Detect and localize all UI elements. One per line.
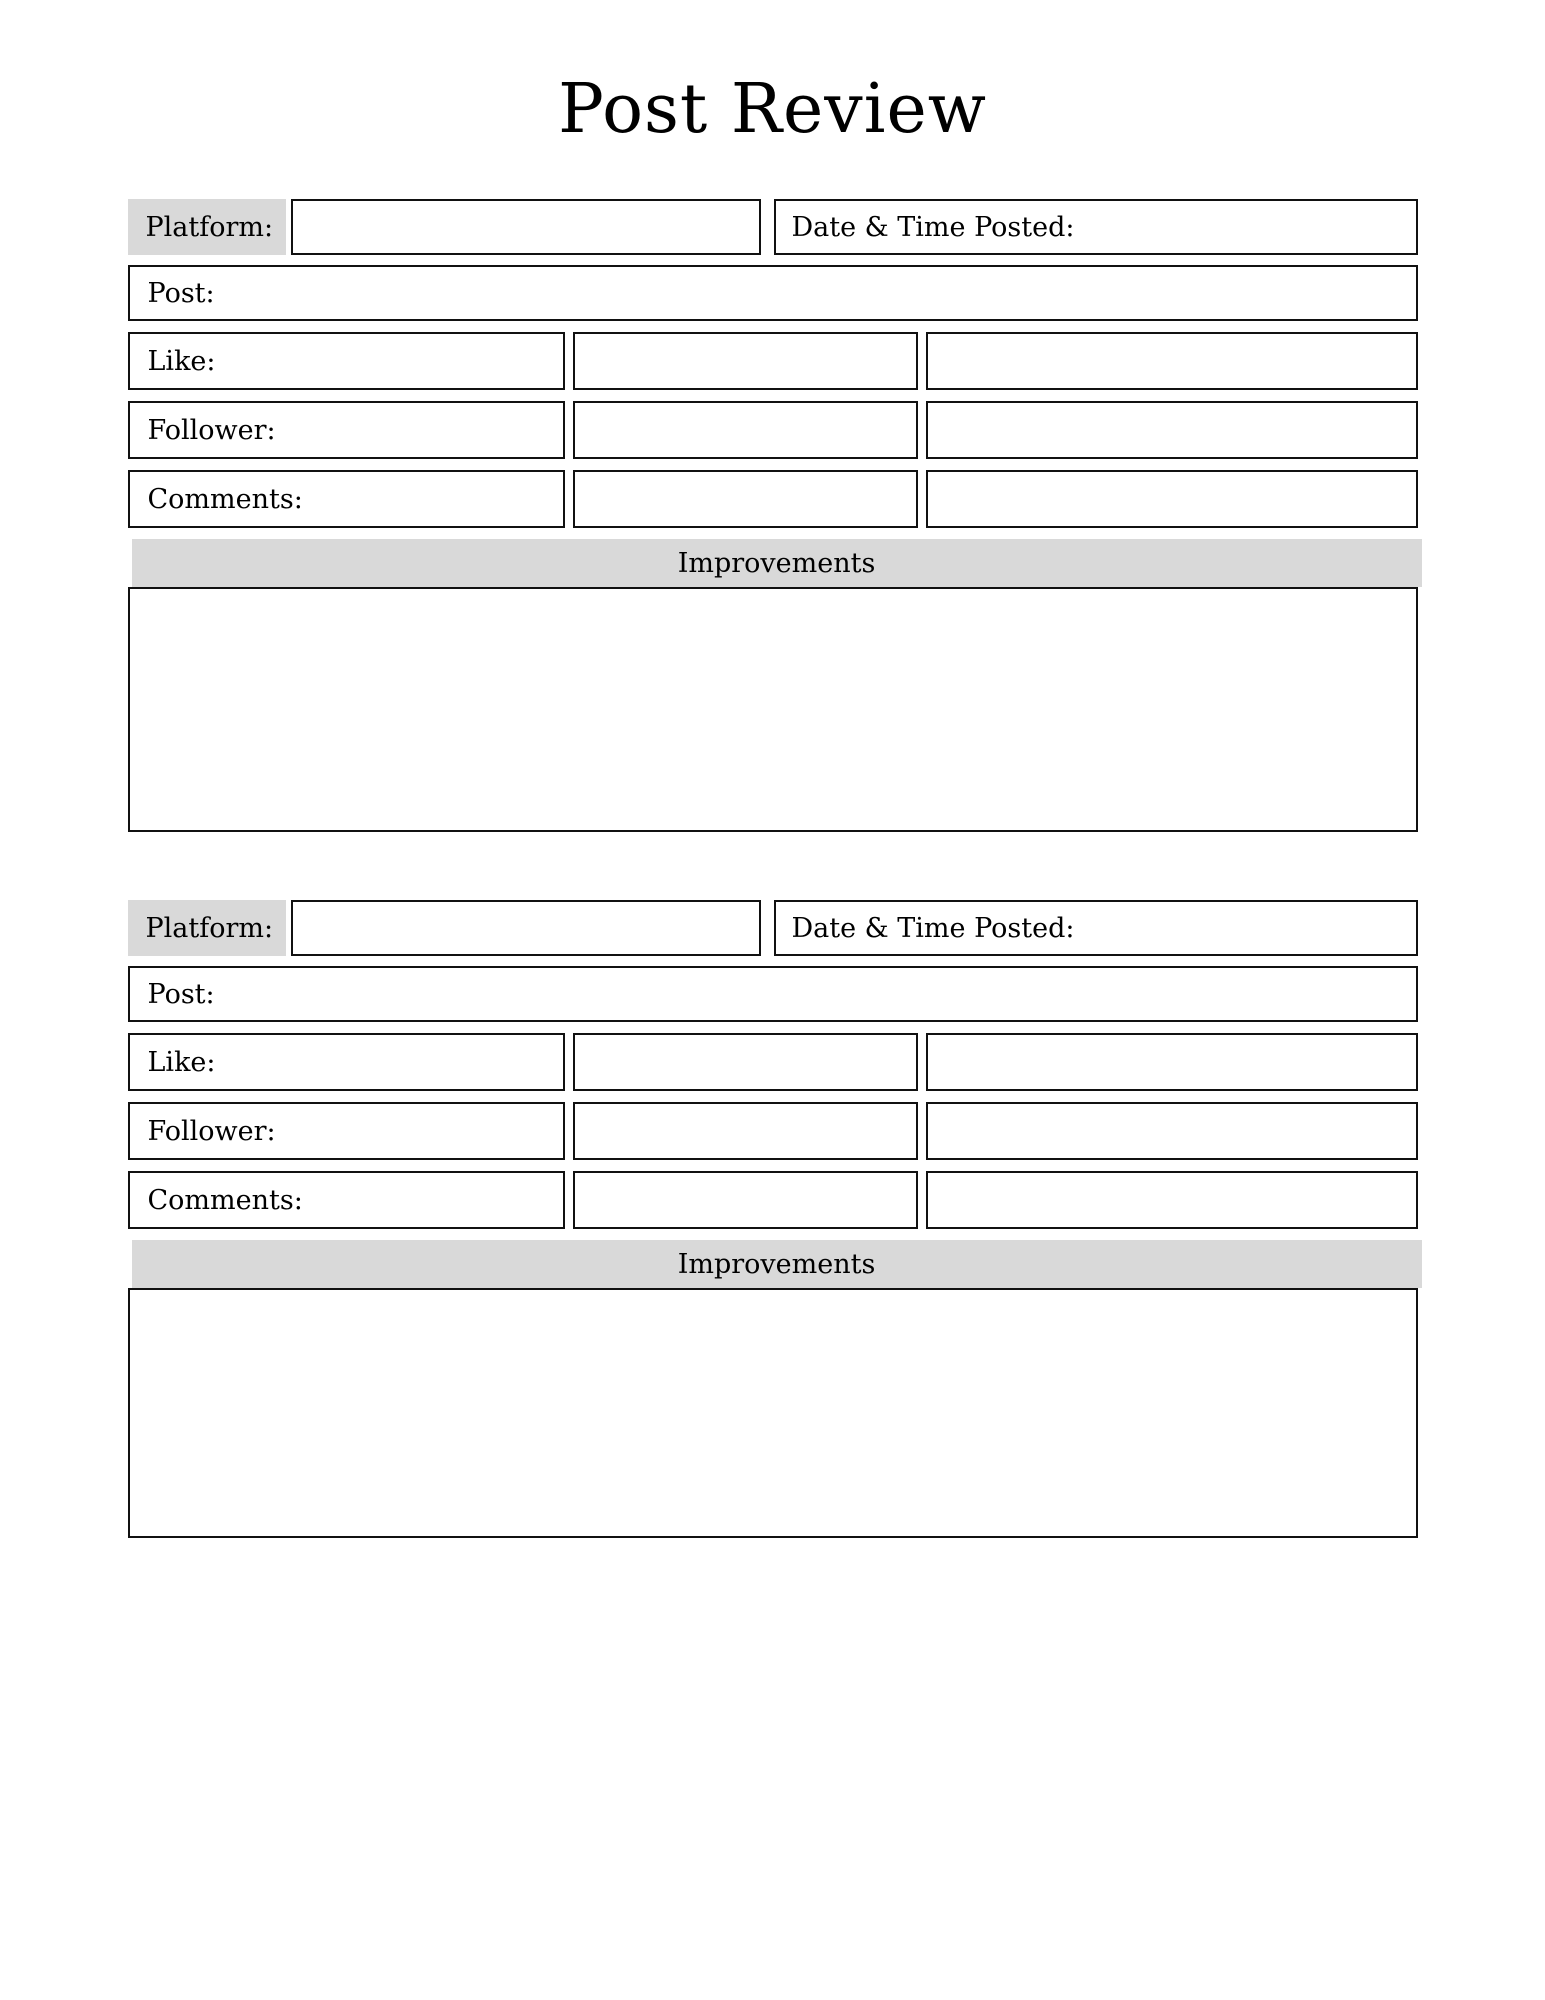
like-value-right-input[interactable] xyxy=(926,1033,1418,1091)
follower-value-middle-input[interactable] xyxy=(573,1102,918,1160)
platform-label: Platform: xyxy=(128,900,286,956)
platform-row xyxy=(128,199,1418,255)
improvements-textarea[interactable] xyxy=(128,587,1418,832)
post-field[interactable]: Post: xyxy=(128,966,1418,1022)
comments-row xyxy=(128,1171,1418,1229)
like-value-right-input[interactable] xyxy=(926,332,1418,390)
post-field[interactable]: Post: xyxy=(128,265,1418,321)
like-label: Like: xyxy=(128,1033,565,1091)
like-row xyxy=(128,332,1418,390)
comments-value-right-input[interactable] xyxy=(926,1171,1418,1229)
follower-row xyxy=(128,401,1418,459)
comments-label: Comments: xyxy=(128,470,565,528)
post-row xyxy=(128,966,1418,1022)
datetime-posted-field[interactable]: Date & Time Posted: xyxy=(774,900,1418,956)
like-value-middle-input[interactable] xyxy=(573,1033,918,1091)
post-review-entry-1 xyxy=(128,199,1418,832)
like-label: Like: xyxy=(128,332,565,390)
comments-value-middle-input[interactable] xyxy=(573,1171,918,1229)
follower-label: Follower: xyxy=(128,401,565,459)
improvements-header: Improvements xyxy=(132,539,1422,587)
platform-input[interactable] xyxy=(291,900,761,956)
comments-value-right-input[interactable] xyxy=(926,470,1418,528)
comments-label: Comments: xyxy=(128,1171,565,1229)
like-value-middle-input[interactable] xyxy=(573,332,918,390)
page-title: Post Review xyxy=(558,70,987,149)
follower-row xyxy=(128,1102,1418,1160)
follower-label: Follower: xyxy=(128,1102,565,1160)
post-row xyxy=(128,265,1418,321)
post-review-entry-2 xyxy=(128,900,1418,1538)
like-row xyxy=(128,1033,1418,1091)
platform-label: Platform: xyxy=(128,199,286,255)
follower-value-right-input[interactable] xyxy=(926,1102,1418,1160)
follower-value-right-input[interactable] xyxy=(926,401,1418,459)
platform-row xyxy=(128,900,1418,956)
improvements-textarea[interactable] xyxy=(128,1288,1418,1538)
platform-input[interactable] xyxy=(291,199,761,255)
comments-value-middle-input[interactable] xyxy=(573,470,918,528)
improvements-header: Improvements xyxy=(132,1240,1422,1288)
follower-value-middle-input[interactable] xyxy=(573,401,918,459)
datetime-posted-field[interactable]: Date & Time Posted: xyxy=(774,199,1418,255)
comments-row xyxy=(128,470,1418,528)
